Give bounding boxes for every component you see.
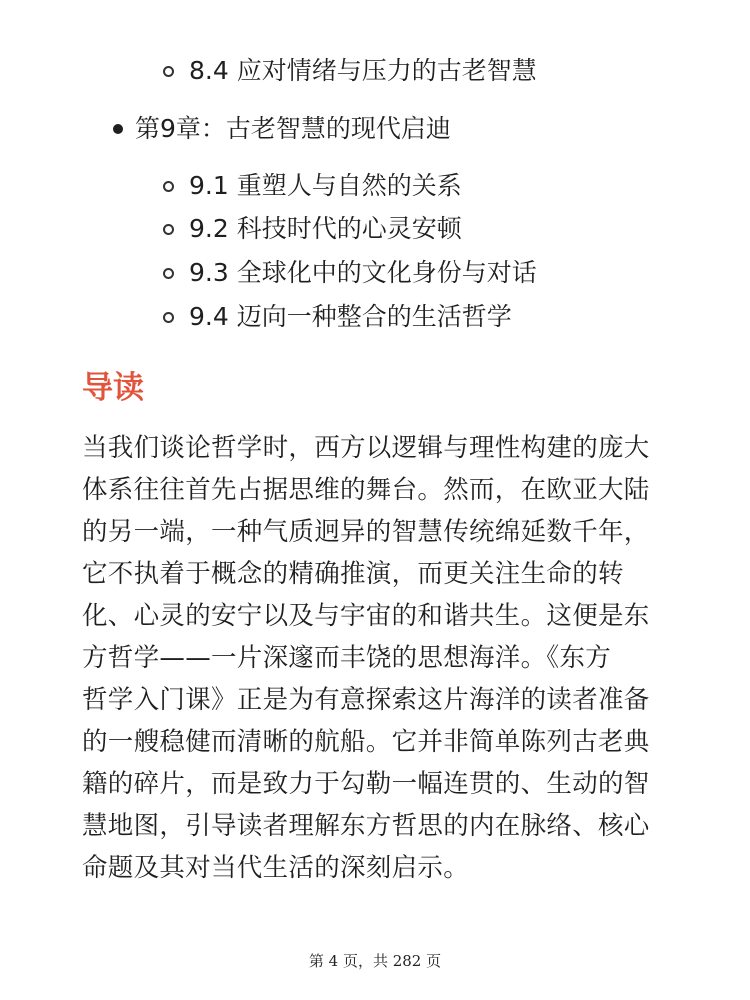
section-heading: 导读 [82, 370, 144, 406]
body-line: 慧地图，引导读者理解东方哲思的内在脉络、核心 [82, 811, 650, 841]
body-line: 的另一端，一种气质迥异的智慧传统绵延数千年， [82, 517, 650, 547]
body-line: 它不执着于概念的精确推演，而更关注生命的转 [82, 559, 624, 589]
toc-chapter-label: 第9章：古老智慧的现代启迪 [135, 114, 451, 143]
body-line: 的一艘稳健而清晰的航船。它并非简单陈列古老典 [82, 727, 650, 757]
hollow-bullet-icon [163, 312, 174, 323]
body-line: 当我们谈论哲学时，西方以逻辑与理性构建的庞大 [82, 433, 650, 463]
toc-subitem-label: 9.3 全球化中的文化身份与对话 [189, 258, 537, 287]
body-line: 体系往往首先占据思维的舞台。然而，在欧亚大陆 [82, 475, 650, 505]
page-footer: 第 4 页，共 282 页 [308, 952, 442, 970]
toc-chapter-item[interactable] [0, 109, 750, 149]
toc-subitem-label: 9.1 重塑人与自然的关系 [189, 171, 462, 200]
toc-subitem-label: 8.4 应对情绪与压力的古老智慧 [189, 56, 537, 85]
body-line: 哲学入门课》正是为有意探索这片海洋的读者准备 [82, 685, 650, 715]
hollow-bullet-icon [163, 268, 174, 279]
filled-bullet-icon [113, 124, 123, 134]
body-line: 化、心灵的安宁以及与宇宙的和谐共生。这便是东 [82, 601, 650, 631]
hollow-bullet-icon [163, 181, 174, 192]
toc-subitem[interactable] [0, 166, 750, 206]
body-line: 方哲学——一片深邃而丰饶的思想海洋。《东方 [82, 643, 612, 673]
toc-subitem-label: 9.2 科技时代的心灵安顿 [189, 214, 462, 243]
toc-subitem[interactable] [0, 51, 750, 91]
toc-subitem-label: 9.4 迈向一种整合的生活哲学 [189, 302, 512, 331]
toc-subitem[interactable] [0, 209, 750, 249]
toc-subitem[interactable] [0, 253, 750, 293]
hollow-bullet-icon [163, 66, 174, 77]
toc-subitem[interactable] [0, 297, 750, 337]
body-line: 命题及其对当代生活的深刻启示。 [82, 853, 470, 883]
hollow-bullet-icon [163, 224, 174, 235]
body-line: 籍的碎片，而是致力于勾勒一幅连贯的、生动的智 [82, 769, 650, 799]
